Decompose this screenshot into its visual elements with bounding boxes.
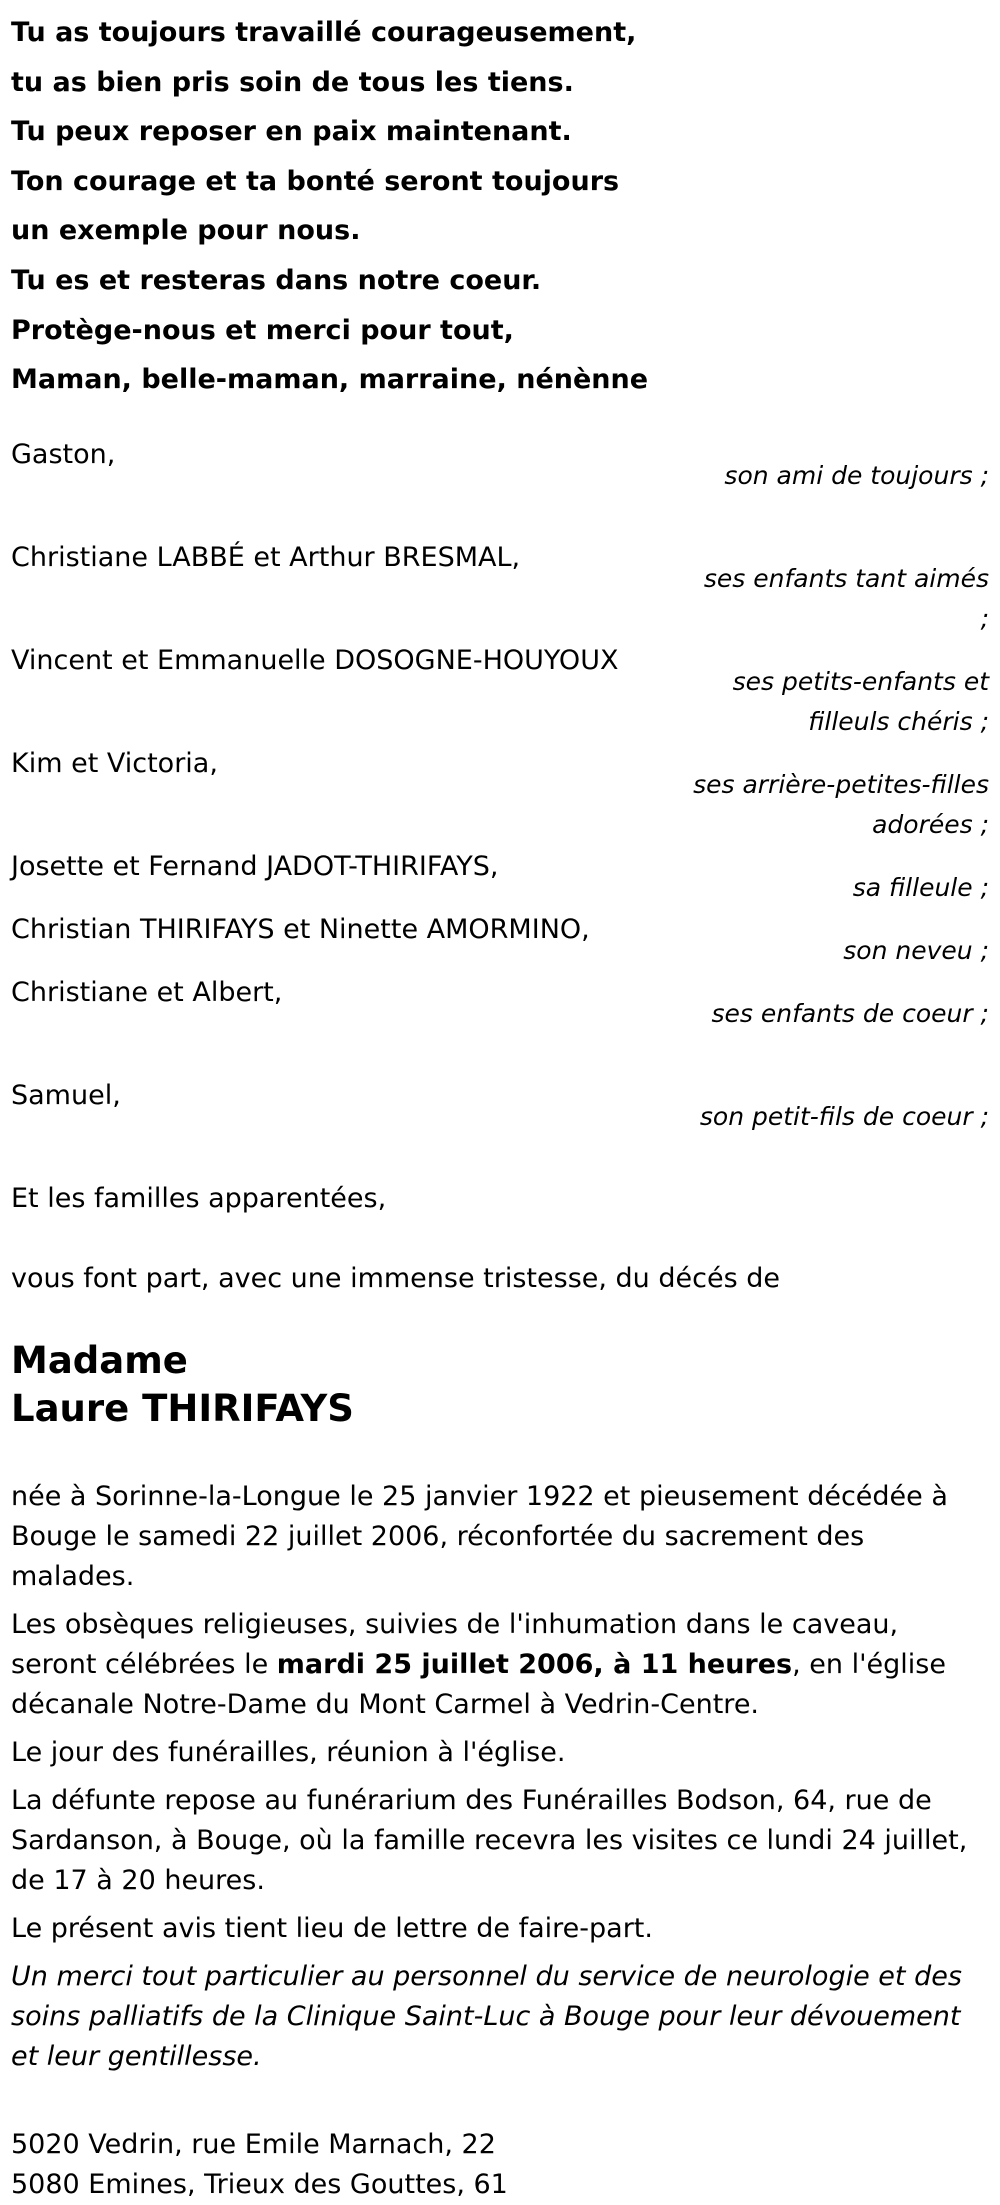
poem-line: Maman, belle-maman, marraine, nénènne: [11, 364, 649, 396]
poem-line: Tu es et resteras dans notre coeur.: [11, 264, 542, 296]
family-relation: sa filleule ;: [852, 872, 989, 902]
family-member-name: Samuel,: [11, 1079, 121, 1111]
poem-line: un exemple pour nous.: [11, 215, 361, 247]
family-member-name: Kim et Victoria,: [11, 747, 218, 779]
family-member-name: Gaston,: [11, 438, 116, 470]
family-member-name: Christiane LABBÉ et Arthur BRESMAL,: [11, 541, 521, 573]
family-row: [11, 538, 989, 641]
birth-death-paragraph: née à Sorinne-la-Longue le 25 janvier 1922 et pieusement décédée à Bouge le samedi 22 juillet 2006, réconfortée du sacrement des malades.: [11, 1480, 948, 1592]
family-relation: ses enfants tant aimés ;: [703, 563, 989, 633]
family-row: [11, 1076, 989, 1179]
family-row: [11, 1179, 989, 1259]
family-member-name: Christian THIRIFAYS et Ninette AMORMINO,: [11, 913, 590, 945]
notice-paragraph: Le présent avis tient lieu de lettre de faire-part.: [11, 1912, 653, 1944]
funeral-paragraph: [11, 1605, 989, 1725]
family-relation: ses enfants de coeur ;: [711, 998, 989, 1028]
deceased-title: Madame: [11, 1338, 188, 1382]
funeral-date: mardi 25 juillet 2006, à 11 heures: [276, 1648, 793, 1680]
rest-paragraph: La défunte repose au funérarium des Funérailles Bodson, 64, rue de Sardanson, à Bouge, où la famille recevra les visites ce lundi 24 juillet, de 17 à 20 heures.: [11, 1784, 968, 1896]
family-row: [11, 744, 989, 847]
family-row: [11, 847, 989, 910]
poem-line: Ton courage et ta bonté seront toujours: [11, 165, 620, 197]
family-row: [11, 435, 989, 538]
meeting-paragraph: Le jour des funérailles, réunion à l'église.: [11, 1736, 566, 1768]
family-relation: ses arrière-petites-filles adorées ;: [693, 769, 989, 839]
addresses: [11, 2125, 989, 2205]
family-row: [11, 910, 989, 973]
family-member-name: Christiane et Albert,: [11, 976, 283, 1008]
deceased-name-block: [11, 1337, 989, 1433]
family-member-name: Josette et Fernand JADOT-THIRIFAYS,: [11, 850, 499, 882]
poem-line: tu as bien pris soin de tous les tiens.: [11, 66, 574, 98]
family-row: [11, 641, 989, 744]
family-list: [11, 435, 989, 1259]
family-member-name: Et les familles apparentées,: [11, 1182, 387, 1214]
poem-line: Tu as toujours travaillé courageusement,: [11, 17, 637, 48]
thanks-paragraph: Un merci tout particulier au personnel du service de neurologie et des soins palliatifs de la Clinique Saint-Luc à Bouge pour leur dévouement et leur gentillesse.: [11, 1960, 962, 2072]
address-line: 5020 Vedrin, rue Emile Marnach, 22: [11, 2128, 496, 2160]
family-relation: son ami de toujours ;: [724, 460, 989, 490]
death-notice: [11, 0, 989, 2205]
family-relation: son neveu ;: [843, 935, 989, 965]
family-member-name: Vincent et Emmanuelle DOSOGNE-HOUYOUX: [11, 644, 619, 676]
family-relation: son petit-fils de coeur ;: [699, 1101, 989, 1131]
funeral-text-before: Les obsèques religieuses, suivies de l'inhumation dans le caveau, seront célébrées le: [11, 1608, 899, 1680]
funeral-text-after: , en l'église décanale Notre-Dame du Mont Carmel à Vedrin-Centre.: [11, 1648, 946, 1720]
deceased-name: Laure THIRIFAYS: [11, 1386, 354, 1430]
notice-details: [11, 1477, 989, 2077]
poem: [11, 8, 989, 405]
address-line: 5080 Emines, Trieux des Gouttes, 61: [11, 2168, 508, 2200]
poem-line: Tu peux reposer en paix maintenant.: [11, 116, 572, 148]
family-relation: ses petits-enfants et filleuls chéris ;: [732, 666, 989, 736]
family-row: [11, 973, 989, 1076]
poem-line: Protège-nous et merci pour tout,: [11, 314, 514, 346]
announcement-intro: vous font part, avec une immense tristesse, du décés de: [11, 1262, 780, 1294]
